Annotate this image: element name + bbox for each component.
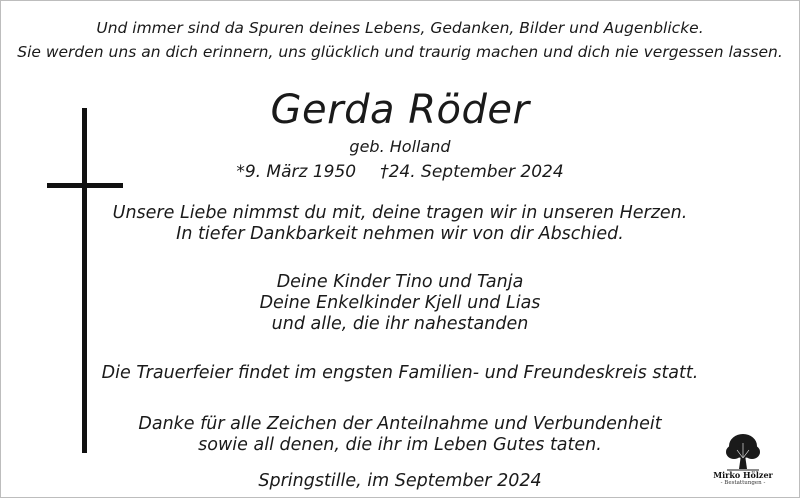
thanks-line-2: sowie all denen, die ihr im Leben Gutes taten. bbox=[198, 435, 602, 455]
birth-date: *9. März 1950 bbox=[236, 162, 357, 182]
thanks-line-1: Danke für alle Zeichen der Anteilnahme und Verbundenheit bbox=[138, 414, 662, 434]
logo-subtitle: - Bestattungen - bbox=[720, 480, 766, 486]
life-dates bbox=[1, 162, 799, 182]
tree-icon bbox=[723, 433, 763, 471]
mourner-line-1: Deine Kinder Tino und Tanja bbox=[276, 272, 524, 292]
deceased-name: Gerda Röder bbox=[270, 87, 530, 133]
mourner-line-2: Deine Enkelkinder Kjell und Lias bbox=[259, 293, 541, 313]
maiden-name: geb. Holland bbox=[349, 137, 451, 156]
verse-line-1: Und immer sind da Spuren deines Lebens, Gedanken, Bilder und Augenblicke. bbox=[96, 19, 704, 37]
cross-icon-horizontal bbox=[47, 183, 123, 188]
farewell-line-1: Unsere Liebe nimmst du mit, deine tragen wir in unseren Herzen. bbox=[112, 203, 688, 223]
farewell-line-2: In tiefer Dankbarkeit nehmen wir von dir Abschied. bbox=[176, 224, 624, 244]
undertaker-logo bbox=[711, 433, 775, 495]
verse-line-2: Sie werden uns an dich erinnern, uns glücklich und traurig machen und dich nie vergessen lassen. bbox=[17, 43, 783, 61]
mourner-line-3: und alle, die ihr nahestanden bbox=[271, 314, 529, 334]
death-date: †24. September 2024 bbox=[380, 162, 564, 182]
place-date: Springstille, im September 2024 bbox=[258, 471, 542, 491]
service-note: Die Trauerfeier findet im engsten Familien- und Freundeskreis statt. bbox=[101, 363, 699, 383]
logo-name: Mirko Hölzer bbox=[713, 470, 773, 480]
